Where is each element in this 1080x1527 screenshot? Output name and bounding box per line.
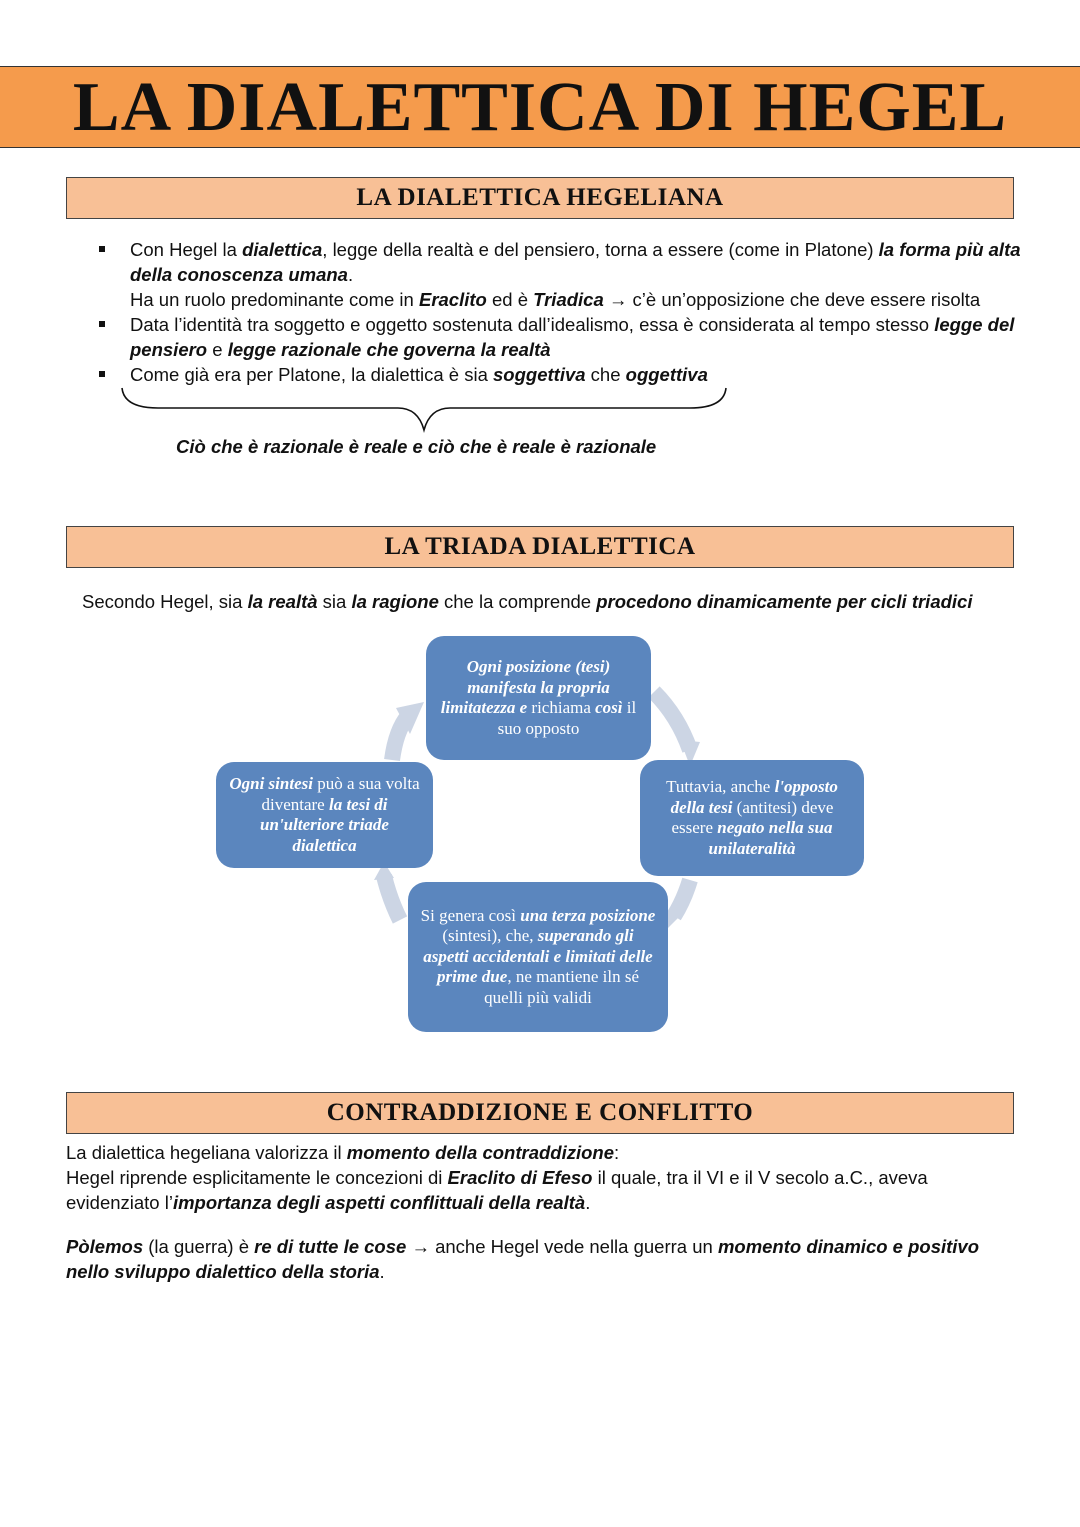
- cycle-node-new-thesis: [216, 762, 433, 868]
- text: Ha un ruolo predominante come in: [130, 289, 419, 310]
- text: può a sua volta diventare: [261, 774, 420, 814]
- emphasis: dialettica: [242, 239, 323, 260]
- text: .: [379, 1261, 385, 1282]
- text: (sintesi), che,: [442, 926, 538, 946]
- text: ed è: [486, 289, 534, 310]
- cycle-node-thesis: [426, 636, 651, 760]
- emphasis: re di tutte le cose: [254, 1236, 407, 1257]
- emphasis: l'opposto della tesi: [670, 777, 838, 817]
- emphasis: la realtà: [247, 591, 318, 612]
- text: .: [585, 1192, 591, 1213]
- text: Si genera così: [420, 905, 521, 925]
- emphasis: così: [595, 698, 623, 717]
- text: richiama: [531, 698, 596, 717]
- emphasis: procedono dinamicamente per cicli triadici: [596, 591, 973, 612]
- polemos-paragraph: [66, 1234, 1026, 1284]
- text: il quale, tra il VI e il V secolo a.C., aveva evidenziato l’: [66, 1167, 928, 1213]
- text: sia: [317, 591, 352, 612]
- emphasis: una terza posizione: [520, 905, 656, 925]
- text: e: [515, 698, 532, 717]
- contradiction-paragraph: [66, 1140, 1026, 1215]
- section-heading-dialettica-hegeliana: LA DIALETTICA HEGELIANA: [66, 177, 1014, 219]
- conclusion-statement: Ciò che è razionale è reale e ciò che è reale è razionale: [176, 436, 657, 457]
- text: → c’è un’opposizione che deve essere risolta: [603, 289, 981, 310]
- section-heading-triada-dialettica: LA TRIADA DIALETTICA: [66, 526, 1014, 568]
- cycle-arrow-bottom-left: [384, 876, 400, 920]
- emphasis: superando gli aspetti accidentali e limitati delle prime due: [423, 926, 653, 987]
- text: , ne mantiene iln sé quelli più validi: [484, 967, 640, 1007]
- text: che: [585, 364, 626, 385]
- text: Secondo Hegel, sia: [82, 591, 248, 612]
- emphasis: negato nella sua unilateralità: [708, 818, 833, 858]
- text: Come già era per Platone, la dialettica è sia: [130, 364, 494, 385]
- text: che la comprende: [438, 591, 597, 612]
- text: il suo opposto: [497, 698, 637, 738]
- emphasis: la forma più alta della conoscenza umana: [130, 239, 1021, 285]
- emphasis: importanza degli aspetti conflittuali della realtà: [172, 1192, 586, 1213]
- text: Data l’identità tra soggetto e oggetto sostenuta dall’idealismo, essa è considerata al tempo stesso: [130, 314, 935, 335]
- text: :: [614, 1142, 620, 1163]
- emphasis: soggettiva: [493, 364, 586, 385]
- text: Con Hegel la: [130, 239, 243, 260]
- text: (antitesi) deve essere: [671, 797, 834, 837]
- cycle-node-antithesis: [640, 760, 864, 876]
- text: .: [347, 264, 354, 285]
- text: (la guerra) è: [143, 1236, 255, 1257]
- emphasis: momento della contraddizione: [346, 1142, 615, 1163]
- page-title: LA DIALETTICA DI HEGEL: [72, 69, 1008, 146]
- text: La dialettica hegeliana valorizza il: [66, 1142, 347, 1163]
- emphasis: Pòlemos: [66, 1236, 144, 1257]
- emphasis: Ogni posizione (tesi) manifesta la propria limitatezza: [440, 657, 611, 717]
- emphasis: la tesi di un'ulteriore triade dialettica: [260, 794, 389, 855]
- emphasis: oggettiva: [625, 364, 708, 385]
- emphasis: momento dinamico e positivo nello sviluppo dialettico della storia: [66, 1236, 980, 1282]
- emphasis: legge razionale che governa la realtà: [227, 339, 551, 360]
- cycle-node-synthesis: [408, 882, 668, 1032]
- text: → anche Hegel vede nella guerra un: [406, 1236, 718, 1257]
- text: e: [207, 339, 228, 360]
- cycle-arrow-right-bottom: [674, 880, 690, 916]
- emphasis: la ragione: [351, 591, 439, 612]
- emphasis: Triadica: [533, 289, 604, 310]
- emphasis: Eraclito: [418, 289, 487, 310]
- emphasis: legge del pensiero: [130, 314, 1015, 360]
- section-heading-contraddizione-conflitto: CONTRADDIZIONE E CONFLITTO: [66, 1092, 1014, 1134]
- text: Tuttavia, anche: [666, 777, 775, 796]
- emphasis: Eraclito di Efeso: [447, 1167, 593, 1188]
- text: , legge della realtà e del pensiero, torna a essere (come in Platone): [322, 239, 879, 260]
- text: Hegel riprende esplicitamente le concezioni di: [66, 1167, 448, 1188]
- emphasis: Ogni sintesi: [229, 774, 313, 793]
